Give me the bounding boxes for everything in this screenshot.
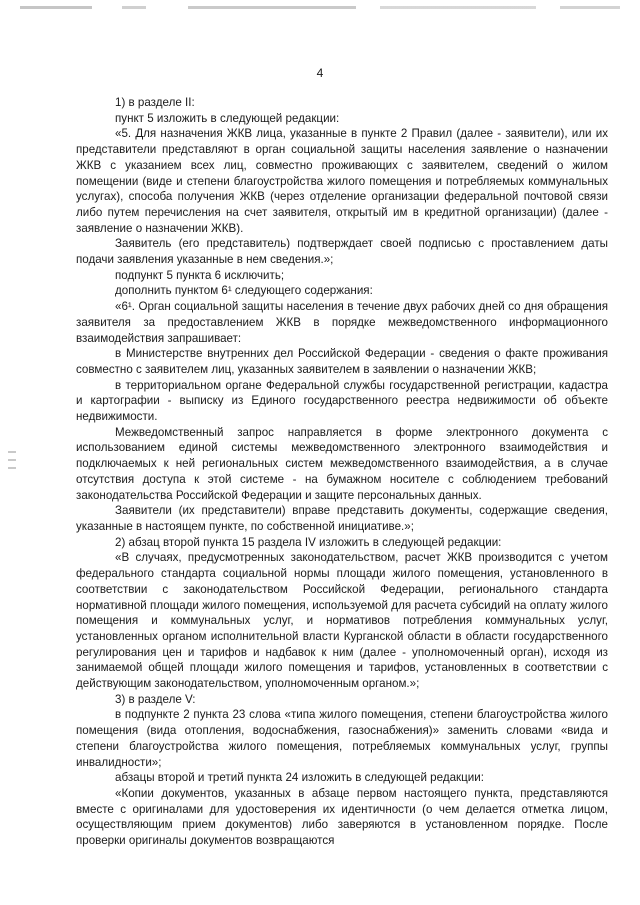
paragraph: 3) в разделе V:: [115, 692, 196, 706]
scan-margin-artifact: [8, 445, 20, 505]
paragraph: «Копии документов, указанных в абзаце первом настоящего пункта, представляются вместе с оригиналами для удостоверения их идентичности (о чем делается отметка лицом, осуществляющим прием документов) либо заверяются в установленном порядке. После проверки оригиналы документов возвращаются: [76, 786, 608, 848]
page-number: 4: [316, 66, 324, 80]
document-body: [76, 95, 608, 849]
paragraph: «6¹. Орган социальной защиты населения в течение двух рабочих дней со дня обращения заявителя за предоставлением ЖКВ в порядке межведомственного информационного взаимодействия запрашивает:: [76, 300, 608, 345]
paragraph: Заявитель (его представитель) подтверждает своей подписью с проставлением даты подачи заявления указанные в нем сведения.»;: [76, 237, 608, 267]
paragraph: в подпункте 2 пункта 23 слова «типа жилого помещения, степени благоустройства жилого помещения (вида отопления, водоснабжения, газоснабжения)» заменить словами «вида и степени благоустройства жилого помещения, потребляемых коммунальных услуг, группы инвалидности»;: [76, 708, 608, 769]
paragraph: 2) абзац второй пункта 15 раздела IV изложить в следующей редакции:: [115, 535, 502, 549]
paragraph: абзацы второй и третий пункта 24 изложить в следующей редакции:: [115, 771, 484, 785]
paragraph: дополнить пунктом 6¹ следующего содержания:: [115, 284, 373, 298]
paragraph: пункт 5 изложить в следующей редакции:: [115, 111, 340, 125]
paragraph: Заявители (их представители) вправе представить документы, содержащие сведения, указанные в настоящем пункте, по собственной инициативе.»;: [76, 504, 608, 533]
paragraph: 1) в разделе II:: [115, 96, 195, 109]
paragraph: «5. Для назначения ЖКВ лица, указанные в пункте 2 Правил (далее - заявители), или их представители представляют в орган социальной защиты населения заявление о назначении ЖКВ с указанием всех лиц, совместно проживающих с заявителем, сведений о жилом помещении (виде и степени благоустройства жилого помещения и потребляемых коммунальных услугах), способа получения ЖКВ (через отделение организации федеральной почтовой связи либо путем перечисления на счет заявителя, открытый им в кредитной организации) (далее - заявление о назначении ЖКВ).: [76, 127, 608, 235]
paragraph: в территориальном органе Федеральной службы государственной регистрации, кадастра и картографии - выписку из Единого государственного реестра недвижимости об объекте недвижимости.: [76, 378, 608, 424]
paragraph: подпункт 5 пункта 6 исключить;: [115, 268, 285, 282]
paragraph: в Министерстве внутренних дел Российской Федерации - сведения о факте проживания совместно с заявителем лиц, указанных заявителем в заявлении о назначении ЖКВ;: [76, 347, 608, 376]
paragraph: «В случаях, предусмотренных законодательством, расчет ЖКВ производится с учетом федерального стандарта социальной нормы площади жилого помещения, установленного в соответствии с законодательством Российской Федерации, регионального стандарта нормативной площади жилого помещения, используемой для расчета субсидий на оплату жилого помещения и коммунальных услуг, и нормативов потребления коммунальных услуг, установленных органом исполнительной власти Курганской области в области государственного регулирования цен и тарифов и надбавок к ним (далее - уполномоченный орган), исходя из занимаемой общей площади жилого помещения и тарифов, установленных в соответствии с действующим законодательством, уполномоченным органом.»;: [76, 551, 608, 691]
paragraph: Межведомственный запрос направляется в форме электронного документа с использованием единой системы межведомственного электронного взаимодействия и подключаемых к ней региональных систем межведомственного взаимодействия, а в случае отсутствия доступа к этой системе - на бумажном носителе с соблюдением требований законодательства Российской Федерации и защите персональных данных.: [76, 425, 608, 502]
scan-top-edge-artifact: [20, 6, 620, 9]
